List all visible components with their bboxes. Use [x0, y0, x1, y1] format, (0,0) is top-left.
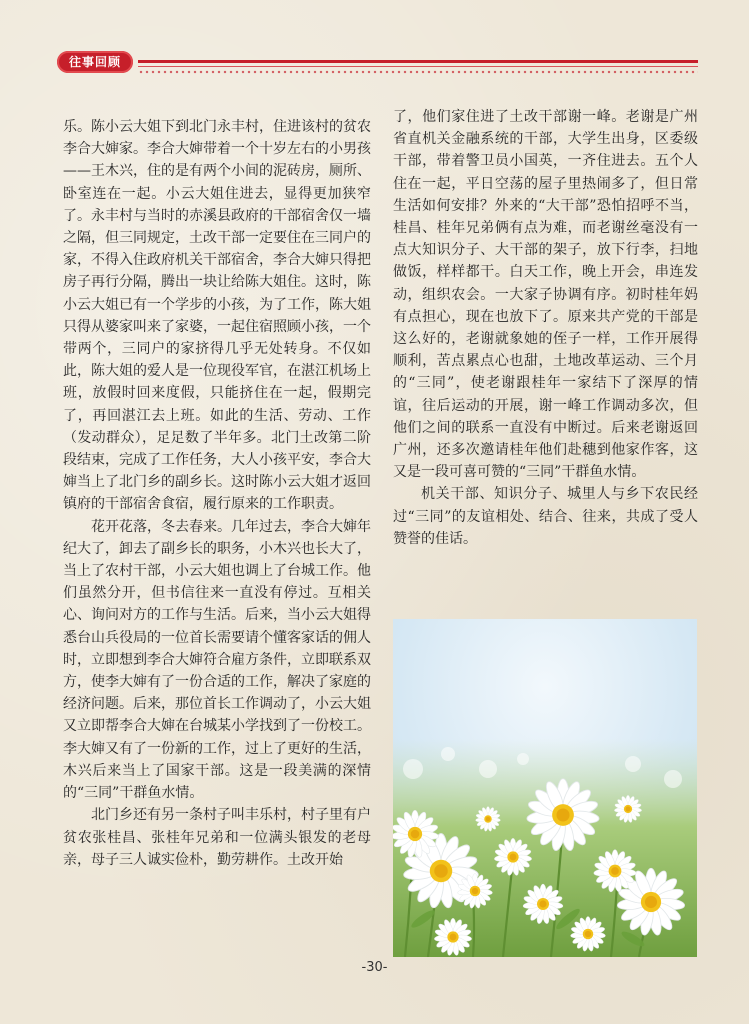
daisy-illustration: [393, 619, 697, 957]
header-dot-pattern: [138, 70, 698, 74]
paragraph: 机关干部、知识分子、城里人与乡下农民经过“三同”的友谊相处、结合、往来，共成了受人赞誉的佳话。: [393, 486, 698, 547]
section-badge: [57, 51, 133, 73]
paragraph: 乐。陈小云大姐下到北门永丰村，住进该村的贫农李合大婶家。李合大婶带着一个十岁左右的小男孩——王木兴，住的是有两个小间的泥砖房，厕所、卧室连在一起。小云大姐住进去，显得更加狭窄了。永丰村与当时的赤溪县政府的干部宿舍仅一墙之隔，但三同规定，土改干部一定要住在三同户的家，不得入住政府机关干部宿舍，李合大婶只得把房子再行分隔，腾出一块让给陈大姐住。这时，陈小云大姐已有一个学步的小孩，为了工作，陈大姐只得从婆家叫来了家婆，一起住宿照顾小孩，一个带两个，三同户的家挤得几乎无处转身。不仅如此，陈大姐的爱人是一位现役军官，在湛江机场上班，放假时回来度假，只能挤住在一起，假期完了，再回湛江去上班。如此的生活、劳动、工作（发动群众），足足数了半年多。北门土改第二阶段结束，完成了工作任务，大人小孩平安，李合大婶当上了北门乡的副乡长。这时陈小云大姐才返回镇府的干部宿舍食宿，履行原来的工作职责。: [63, 119, 371, 513]
paragraph: 花开花落，冬去春来。几年过去，李合大婶年纪大了，卸去了副乡长的职务，小木兴也长大了，当上了农村干部，小云大姐也调上了台城工作。他们虽然分开，但书信往来一直没有停过。互相关心、询问对方的工作与生活。后来，当小云大姐得悉台山兵役局的一位首长需要请个懂客家话的佣人时，立即想到李合大婶符合雇方条件，立即联系双方，使李大婶有了一份合适的工作，解决了家庭的经济问题。后来，那位首长工作调动了，小云大姐又立即帮李合大婶在台城某小学找到了一份校工。李大婶又有了一份新的工作，过上了更好的生活，木兴后来当上了国家干部。这是一段美满的深情的“三同”干群鱼水情。: [63, 518, 371, 802]
left-text-column: [63, 116, 371, 871]
header-rule: [138, 60, 698, 63]
section-label: 往事回顾: [68, 55, 121, 69]
daisy-photo: [393, 619, 697, 957]
right-text-column: [393, 106, 698, 550]
paragraph: 北门乡还有另一条村子叫丰乐村，村子里有户贫农张桂昌、张桂年兄弟和一位满头银发的老母亲，母子三人诚实俭朴，勤劳耕作。土改开始: [63, 807, 371, 868]
header-rule-thin: [138, 66, 698, 67]
paragraph: 了，他们家住进了土改干部谢一峰。老谢是广州省直机关金融系统的干部，大学生出身，区委级干部，带着警卫员小国英，一齐住进去。五个人住在一起，平日空荡的屋子里热闹多了，但日常生活如何安排？外来的“大干部”恐怕招呼不当，桂昌、桂年兄弟俩有点为难，而老谢丝毫没有一点大知识分子、大干部的架子，放下行李，扫地做饭，样样都干。白天工作，晚上开会，串连发动，组织农会。一大家子协调有序。初时桂年妈有点担心，现在也放下了。原来共产党的干部是这么好的，老谢就象她的侄子一样，工作开展得顺利，苦点累点心也甜，土地改革运动、三个月的“三同”，使老谢跟桂年一家结下了深厚的情谊，往后运动的开展，谢一峰工作调动多次，但他们之间的联系一直没有中断过。后来老谢返回广州，还多次邀请桂年他们赴穗到他家作客，这又是一段可喜可赞的“三同”干群鱼水情。: [393, 109, 698, 481]
page-number: -30-: [361, 960, 388, 975]
